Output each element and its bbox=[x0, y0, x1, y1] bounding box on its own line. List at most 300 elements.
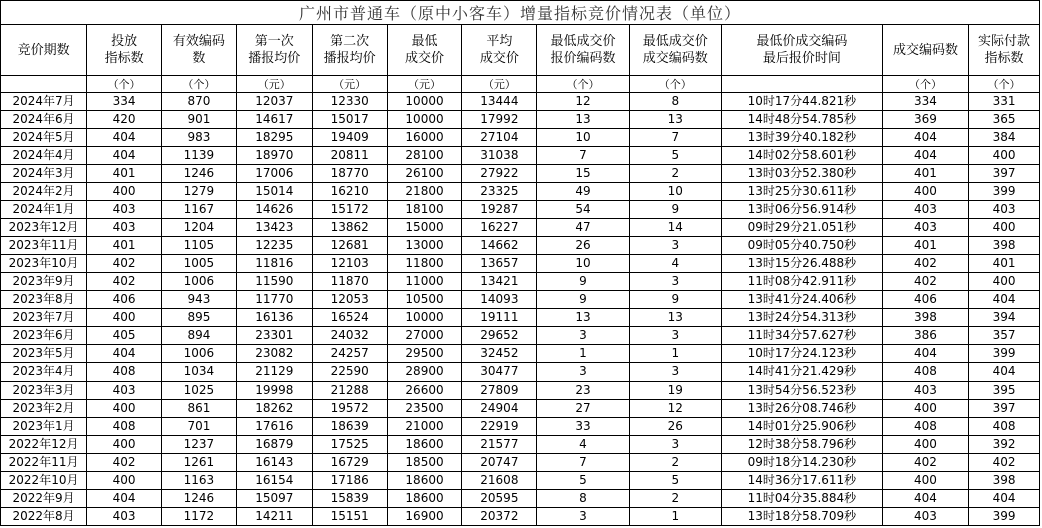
table-cell[interactable]: 09时29分21.051秒 bbox=[721, 219, 882, 237]
table-cell[interactable]: 392 bbox=[969, 435, 1040, 453]
table-cell[interactable]: 1025 bbox=[162, 381, 237, 399]
table-cell[interactable]: 27104 bbox=[462, 129, 537, 147]
table-cell[interactable]: 2023年3月 bbox=[1, 381, 87, 399]
table-cell[interactable]: 21800 bbox=[387, 183, 462, 201]
table-cell[interactable]: 13时03分52.380秒 bbox=[721, 165, 882, 183]
table-cell[interactable]: 334 bbox=[882, 93, 968, 111]
table-cell[interactable]: 1006 bbox=[162, 273, 237, 291]
table-cell[interactable]: 1005 bbox=[162, 255, 237, 273]
table-cell[interactable]: 22919 bbox=[462, 417, 537, 435]
table-cell[interactable]: 12 bbox=[629, 399, 721, 417]
table-cell[interactable]: 21577 bbox=[462, 435, 537, 453]
table-cell[interactable]: 2024年3月 bbox=[1, 165, 87, 183]
table-cell[interactable]: 14626 bbox=[236, 201, 312, 219]
table-cell[interactable]: 1237 bbox=[162, 435, 237, 453]
table-cell[interactable]: 1246 bbox=[162, 165, 237, 183]
table-cell[interactable]: 1034 bbox=[162, 363, 237, 381]
table-cell[interactable]: 27 bbox=[537, 399, 629, 417]
table-cell[interactable]: 12 bbox=[537, 93, 629, 111]
table-cell[interactable]: 12103 bbox=[312, 255, 387, 273]
table-cell[interactable]: 1167 bbox=[162, 201, 237, 219]
table-cell[interactable]: 365 bbox=[969, 111, 1040, 129]
table-cell[interactable]: 400 bbox=[87, 471, 162, 489]
table-cell[interactable]: 2022年12月 bbox=[1, 435, 87, 453]
table-cell[interactable]: 10 bbox=[629, 183, 721, 201]
table-cell[interactable]: 16154 bbox=[236, 471, 312, 489]
table-cell[interactable]: 404 bbox=[969, 363, 1040, 381]
table-cell[interactable]: 401 bbox=[969, 255, 1040, 273]
table-cell[interactable]: 26100 bbox=[387, 165, 462, 183]
table-cell[interactable]: 16879 bbox=[236, 435, 312, 453]
table-cell[interactable]: 4 bbox=[537, 435, 629, 453]
table-cell[interactable]: 2024年2月 bbox=[1, 183, 87, 201]
table-cell[interactable]: 10 bbox=[537, 255, 629, 273]
table-cell[interactable]: 23325 bbox=[462, 183, 537, 201]
table-cell[interactable]: 23082 bbox=[236, 345, 312, 363]
table-cell[interactable]: 16729 bbox=[312, 453, 387, 471]
table-cell[interactable]: 11590 bbox=[236, 273, 312, 291]
table-cell[interactable]: 1261 bbox=[162, 453, 237, 471]
table-cell[interactable]: 400 bbox=[969, 219, 1040, 237]
table-cell[interactable]: 19998 bbox=[236, 381, 312, 399]
table-cell[interactable]: 402 bbox=[882, 453, 968, 471]
table-cell[interactable]: 13时41分24.406秒 bbox=[721, 291, 882, 309]
table-cell[interactable]: 2022年8月 bbox=[1, 507, 87, 525]
table-cell[interactable]: 14时01分25.906秒 bbox=[721, 417, 882, 435]
table-cell[interactable]: 2 bbox=[629, 453, 721, 471]
table-cell[interactable]: 400 bbox=[882, 471, 968, 489]
table-cell[interactable]: 403 bbox=[882, 381, 968, 399]
table-cell[interactable]: 7 bbox=[629, 129, 721, 147]
table-cell[interactable]: 11770 bbox=[236, 291, 312, 309]
table-cell[interactable]: 5 bbox=[537, 471, 629, 489]
table-cell[interactable]: 2024年6月 bbox=[1, 111, 87, 129]
table-cell[interactable]: 403 bbox=[882, 201, 968, 219]
table-cell[interactable]: 18600 bbox=[387, 435, 462, 453]
table-cell[interactable]: 8 bbox=[629, 93, 721, 111]
table-cell[interactable]: 403 bbox=[87, 201, 162, 219]
table-cell[interactable]: 2024年5月 bbox=[1, 129, 87, 147]
table-cell[interactable]: 13时06分56.914秒 bbox=[721, 201, 882, 219]
table-cell[interactable]: 3 bbox=[629, 273, 721, 291]
table-cell[interactable]: 17992 bbox=[462, 111, 537, 129]
table-cell[interactable]: 15151 bbox=[312, 507, 387, 525]
table-cell[interactable]: 2023年6月 bbox=[1, 327, 87, 345]
table-cell[interactable]: 408 bbox=[882, 363, 968, 381]
table-cell[interactable]: 408 bbox=[882, 417, 968, 435]
table-cell[interactable]: 4 bbox=[629, 255, 721, 273]
table-cell[interactable]: 13 bbox=[629, 309, 721, 327]
table-cell[interactable]: 10000 bbox=[387, 309, 462, 327]
table-cell[interactable]: 401 bbox=[87, 165, 162, 183]
table-cell[interactable]: 2 bbox=[629, 165, 721, 183]
table-cell[interactable]: 403 bbox=[882, 507, 968, 525]
table-cell[interactable]: 9 bbox=[537, 291, 629, 309]
table-cell[interactable]: 384 bbox=[969, 129, 1040, 147]
table-cell[interactable]: 11816 bbox=[236, 255, 312, 273]
table-cell[interactable]: 405 bbox=[87, 327, 162, 345]
table-cell[interactable]: 400 bbox=[969, 273, 1040, 291]
table-cell[interactable]: 404 bbox=[882, 489, 968, 507]
table-cell[interactable]: 400 bbox=[882, 435, 968, 453]
table-cell[interactable]: 404 bbox=[882, 129, 968, 147]
table-cell[interactable]: 408 bbox=[969, 417, 1040, 435]
table-cell[interactable]: 2023年7月 bbox=[1, 309, 87, 327]
table-cell[interactable]: 13421 bbox=[462, 273, 537, 291]
table-cell[interactable]: 16000 bbox=[387, 129, 462, 147]
column-header bbox=[462, 25, 537, 76]
table-row bbox=[1, 489, 1040, 507]
table-cell[interactable]: 14211 bbox=[236, 507, 312, 525]
table-cell[interactable]: 3 bbox=[629, 363, 721, 381]
table-cell[interactable]: 9 bbox=[629, 291, 721, 309]
table-cell[interactable]: 09时18分14.230秒 bbox=[721, 453, 882, 471]
table-cell[interactable]: 3 bbox=[537, 507, 629, 525]
table-cell[interactable]: 403 bbox=[87, 381, 162, 399]
table-cell[interactable]: 27809 bbox=[462, 381, 537, 399]
table-cell[interactable]: 394 bbox=[969, 309, 1040, 327]
table-cell[interactable]: 331 bbox=[969, 93, 1040, 111]
table-cell[interactable]: 21288 bbox=[312, 381, 387, 399]
table-cell[interactable]: 27922 bbox=[462, 165, 537, 183]
table-cell[interactable]: 399 bbox=[969, 345, 1040, 363]
table-cell[interactable]: 398 bbox=[882, 309, 968, 327]
table-row bbox=[1, 327, 1040, 345]
table-cell[interactable]: 21129 bbox=[236, 363, 312, 381]
table-cell[interactable]: 2023年12月 bbox=[1, 219, 87, 237]
table-cell[interactable]: 2023年2月 bbox=[1, 399, 87, 417]
table-cell[interactable]: 13时18分58.709秒 bbox=[721, 507, 882, 525]
table-cell[interactable]: 16210 bbox=[312, 183, 387, 201]
table-cell[interactable]: 15014 bbox=[236, 183, 312, 201]
table-cell[interactable]: 402 bbox=[882, 273, 968, 291]
table-cell[interactable]: 404 bbox=[87, 489, 162, 507]
table-cell[interactable]: 357 bbox=[969, 327, 1040, 345]
table-cell[interactable]: 15172 bbox=[312, 201, 387, 219]
table-cell[interactable]: 13862 bbox=[312, 219, 387, 237]
table-cell[interactable]: 943 bbox=[162, 291, 237, 309]
table-cell[interactable]: 397 bbox=[969, 165, 1040, 183]
table-cell[interactable]: 20811 bbox=[312, 147, 387, 165]
table-cell[interactable]: 13444 bbox=[462, 93, 537, 111]
table-cell[interactable]: 13时39分40.182秒 bbox=[721, 129, 882, 147]
table-cell[interactable]: 398 bbox=[969, 237, 1040, 255]
table-cell[interactable]: 7 bbox=[537, 147, 629, 165]
table-cell[interactable]: 3 bbox=[629, 237, 721, 255]
table-cell[interactable]: 12235 bbox=[236, 237, 312, 255]
table-cell[interactable]: 20595 bbox=[462, 489, 537, 507]
table-cell[interactable]: 24032 bbox=[312, 327, 387, 345]
table-cell[interactable]: 2 bbox=[629, 489, 721, 507]
table-cell[interactable]: 23301 bbox=[236, 327, 312, 345]
table-cell[interactable]: 17186 bbox=[312, 471, 387, 489]
table-cell[interactable]: 15097 bbox=[236, 489, 312, 507]
table-cell[interactable]: 26600 bbox=[387, 381, 462, 399]
column-header-line1: 成交编码数 bbox=[892, 42, 958, 58]
table-cell[interactable]: 10 bbox=[537, 129, 629, 147]
table-cell[interactable]: 26 bbox=[629, 417, 721, 435]
table-cell[interactable]: 406 bbox=[87, 291, 162, 309]
table-cell[interactable]: 983 bbox=[162, 129, 237, 147]
table-cell[interactable]: 3 bbox=[537, 327, 629, 345]
table-cell[interactable]: 395 bbox=[969, 381, 1040, 399]
table-cell[interactable]: 13657 bbox=[462, 255, 537, 273]
table-cell[interactable]: 386 bbox=[882, 327, 968, 345]
table-cell[interactable]: 11870 bbox=[312, 273, 387, 291]
table-cell[interactable]: 10时17分24.123秒 bbox=[721, 345, 882, 363]
table-cell[interactable]: 1006 bbox=[162, 345, 237, 363]
table-cell[interactable]: 49 bbox=[537, 183, 629, 201]
table-cell[interactable]: 15 bbox=[537, 165, 629, 183]
table-cell[interactable]: 16900 bbox=[387, 507, 462, 525]
table-cell[interactable]: 11800 bbox=[387, 255, 462, 273]
table-cell[interactable]: 14时41分21.429秒 bbox=[721, 363, 882, 381]
table-cell[interactable]: 16143 bbox=[236, 453, 312, 471]
table-cell[interactable]: 10000 bbox=[387, 111, 462, 129]
table-cell[interactable]: 404 bbox=[969, 291, 1040, 309]
table-cell[interactable]: 29500 bbox=[387, 345, 462, 363]
table-cell[interactable]: 18600 bbox=[387, 471, 462, 489]
table-cell[interactable]: 420 bbox=[87, 111, 162, 129]
table-cell[interactable]: 14093 bbox=[462, 291, 537, 309]
table-cell[interactable]: 18970 bbox=[236, 147, 312, 165]
table-cell[interactable]: 22590 bbox=[312, 363, 387, 381]
table-cell[interactable]: 23 bbox=[537, 381, 629, 399]
table-cell[interactable]: 19409 bbox=[312, 129, 387, 147]
table-cell[interactable]: 13时15分26.488秒 bbox=[721, 255, 882, 273]
table-cell[interactable]: 10000 bbox=[387, 93, 462, 111]
table-cell[interactable]: 15839 bbox=[312, 489, 387, 507]
table-cell[interactable]: 12时38分58.796秒 bbox=[721, 435, 882, 453]
table-cell[interactable]: 29652 bbox=[462, 327, 537, 345]
table-cell[interactable]: 24904 bbox=[462, 399, 537, 417]
table-cell[interactable]: 404 bbox=[87, 345, 162, 363]
table-cell[interactable]: 334 bbox=[87, 93, 162, 111]
table-cell[interactable]: 16136 bbox=[236, 309, 312, 327]
table-cell[interactable]: 21000 bbox=[387, 417, 462, 435]
table-cell[interactable]: 402 bbox=[87, 453, 162, 471]
table-cell[interactable]: 14662 bbox=[462, 237, 537, 255]
table-cell[interactable]: 402 bbox=[87, 273, 162, 291]
table-cell[interactable]: 14时02分58.601秒 bbox=[721, 147, 882, 165]
table-cell[interactable]: 13 bbox=[537, 309, 629, 327]
table-cell[interactable]: 401 bbox=[882, 237, 968, 255]
table-cell[interactable]: 408 bbox=[87, 417, 162, 435]
table-cell[interactable]: 1204 bbox=[162, 219, 237, 237]
table-cell[interactable]: 19111 bbox=[462, 309, 537, 327]
table-cell[interactable]: 9 bbox=[629, 201, 721, 219]
table-cell[interactable]: 3 bbox=[629, 435, 721, 453]
table-cell[interactable]: 13时24分54.313秒 bbox=[721, 309, 882, 327]
table-cell[interactable]: 399 bbox=[969, 507, 1040, 525]
column-header-line1: 最低 bbox=[411, 34, 438, 49]
table-cell[interactable]: 401 bbox=[882, 165, 968, 183]
table-cell[interactable]: 1 bbox=[629, 345, 721, 363]
table-cell[interactable]: 28100 bbox=[387, 147, 462, 165]
table-cell[interactable]: 18262 bbox=[236, 399, 312, 417]
table-cell[interactable]: 2023年11月 bbox=[1, 237, 87, 255]
table-cell[interactable]: 400 bbox=[87, 435, 162, 453]
table-cell[interactable]: 5 bbox=[629, 147, 721, 165]
table-cell[interactable]: 2023年10月 bbox=[1, 255, 87, 273]
table-cell[interactable]: 397 bbox=[969, 399, 1040, 417]
table-cell[interactable]: 404 bbox=[882, 147, 968, 165]
table-cell[interactable]: 13时25分30.611秒 bbox=[721, 183, 882, 201]
table-cell[interactable]: 1105 bbox=[162, 237, 237, 255]
table-cell[interactable]: 5 bbox=[629, 471, 721, 489]
table-cell[interactable]: 09时05分40.750秒 bbox=[721, 237, 882, 255]
table-cell[interactable]: 403 bbox=[882, 219, 968, 237]
column-header bbox=[537, 25, 629, 76]
table-cell[interactable]: 1 bbox=[629, 507, 721, 525]
table-cell[interactable]: 401 bbox=[87, 237, 162, 255]
table-cell[interactable]: 2023年1月 bbox=[1, 417, 87, 435]
table-cell[interactable]: 402 bbox=[969, 453, 1040, 471]
table-cell[interactable]: 15017 bbox=[312, 111, 387, 129]
table-cell[interactable]: 20747 bbox=[462, 453, 537, 471]
table-cell[interactable]: 2022年9月 bbox=[1, 489, 87, 507]
table-cell[interactable]: 18500 bbox=[387, 453, 462, 471]
table-cell[interactable]: 406 bbox=[882, 291, 968, 309]
table-cell[interactable]: 18295 bbox=[236, 129, 312, 147]
table-cell[interactable]: 10500 bbox=[387, 291, 462, 309]
table-cell[interactable]: 404 bbox=[87, 129, 162, 147]
table-body bbox=[1, 93, 1040, 526]
table-cell[interactable]: 17006 bbox=[236, 165, 312, 183]
table-cell[interactable]: 19 bbox=[629, 381, 721, 399]
table-cell[interactable]: 402 bbox=[87, 255, 162, 273]
table-cell[interactable]: 1172 bbox=[162, 507, 237, 525]
table-cell[interactable]: 1163 bbox=[162, 471, 237, 489]
table-cell[interactable]: 12037 bbox=[236, 93, 312, 111]
table-cell[interactable]: 861 bbox=[162, 399, 237, 417]
table-cell[interactable]: 28900 bbox=[387, 363, 462, 381]
table-cell[interactable]: 18770 bbox=[312, 165, 387, 183]
table-cell[interactable]: 14时36分17.611秒 bbox=[721, 471, 882, 489]
table-cell[interactable]: 12681 bbox=[312, 237, 387, 255]
table-cell[interactable]: 13 bbox=[629, 111, 721, 129]
table-cell[interactable]: 11时08分42.911秒 bbox=[721, 273, 882, 291]
table-cell[interactable]: 402 bbox=[882, 255, 968, 273]
table-row bbox=[1, 417, 1040, 435]
table-cell[interactable]: 2024年1月 bbox=[1, 201, 87, 219]
table-cell[interactable]: 13 bbox=[537, 111, 629, 129]
table-cell[interactable]: 2023年8月 bbox=[1, 291, 87, 309]
table-cell[interactable]: 403 bbox=[87, 219, 162, 237]
table-cell[interactable]: 13423 bbox=[236, 219, 312, 237]
table-cell[interactable]: 3 bbox=[629, 327, 721, 345]
table-cell[interactable]: 894 bbox=[162, 327, 237, 345]
table-cell[interactable]: 2023年9月 bbox=[1, 273, 87, 291]
table-cell[interactable]: 47 bbox=[537, 219, 629, 237]
table-cell[interactable]: 16524 bbox=[312, 309, 387, 327]
table-cell[interactable]: 2024年7月 bbox=[1, 93, 87, 111]
table-cell[interactable]: 13时26分08.746秒 bbox=[721, 399, 882, 417]
table-cell[interactable]: 14617 bbox=[236, 111, 312, 129]
table-cell[interactable]: 31038 bbox=[462, 147, 537, 165]
table-cell[interactable]: 2023年5月 bbox=[1, 345, 87, 363]
column-header bbox=[721, 25, 882, 76]
table-cell[interactable]: 2024年4月 bbox=[1, 147, 87, 165]
table-cell[interactable]: 9 bbox=[537, 273, 629, 291]
table-cell[interactable]: 14 bbox=[629, 219, 721, 237]
table-cell[interactable]: 369 bbox=[882, 111, 968, 129]
table-cell[interactable]: 400 bbox=[87, 309, 162, 327]
table-cell[interactable]: 400 bbox=[882, 399, 968, 417]
table-cell[interactable]: 27000 bbox=[387, 327, 462, 345]
table-cell[interactable]: 32452 bbox=[462, 345, 537, 363]
table-cell[interactable]: 17525 bbox=[312, 435, 387, 453]
table-cell[interactable]: 18639 bbox=[312, 417, 387, 435]
column-header bbox=[969, 25, 1040, 76]
table-cell[interactable]: 403 bbox=[87, 507, 162, 525]
table-cell[interactable]: 701 bbox=[162, 417, 237, 435]
table-cell[interactable]: 17616 bbox=[236, 417, 312, 435]
table-cell[interactable]: 11时04分35.884秒 bbox=[721, 489, 882, 507]
table-cell[interactable]: 408 bbox=[87, 363, 162, 381]
table-cell[interactable]: 54 bbox=[537, 201, 629, 219]
table-cell[interactable]: 3 bbox=[537, 363, 629, 381]
table-cell[interactable]: 13000 bbox=[387, 237, 462, 255]
table-cell[interactable]: 18600 bbox=[387, 489, 462, 507]
table-cell[interactable]: 12053 bbox=[312, 291, 387, 309]
table-cell[interactable]: 400 bbox=[87, 399, 162, 417]
table-cell[interactable]: 23500 bbox=[387, 399, 462, 417]
table-cell[interactable]: 1139 bbox=[162, 147, 237, 165]
table-cell[interactable]: 400 bbox=[969, 147, 1040, 165]
table-cell[interactable]: 12330 bbox=[312, 93, 387, 111]
table-cell[interactable]: 1 bbox=[537, 345, 629, 363]
table-cell[interactable]: 2022年11月 bbox=[1, 453, 87, 471]
table-cell[interactable]: 2023年4月 bbox=[1, 363, 87, 381]
table-cell[interactable]: 8 bbox=[537, 489, 629, 507]
unit-cell bbox=[1, 76, 87, 93]
table-cell[interactable]: 404 bbox=[969, 489, 1040, 507]
table-cell[interactable]: 24257 bbox=[312, 345, 387, 363]
table-cell[interactable]: 20372 bbox=[462, 507, 537, 525]
table-cell[interactable]: 11000 bbox=[387, 273, 462, 291]
table-cell[interactable]: 10时17分44.821秒 bbox=[721, 93, 882, 111]
table-cell[interactable]: 19287 bbox=[462, 201, 537, 219]
table-cell[interactable]: 21608 bbox=[462, 471, 537, 489]
table-cell[interactable]: 403 bbox=[969, 201, 1040, 219]
table-cell[interactable]: 901 bbox=[162, 111, 237, 129]
table-cell[interactable]: 7 bbox=[537, 453, 629, 471]
table-cell[interactable]: 404 bbox=[87, 147, 162, 165]
table-cell[interactable]: 26 bbox=[537, 237, 629, 255]
table-cell[interactable]: 1279 bbox=[162, 183, 237, 201]
table-cell[interactable]: 13时54分56.523秒 bbox=[721, 381, 882, 399]
table-cell[interactable]: 16227 bbox=[462, 219, 537, 237]
table-cell[interactable]: 11时34分57.627秒 bbox=[721, 327, 882, 345]
table-cell[interactable]: 14时48分54.785秒 bbox=[721, 111, 882, 129]
table-cell[interactable]: 2022年10月 bbox=[1, 471, 87, 489]
column-header-line1: 第二次 bbox=[330, 34, 370, 49]
table-cell[interactable]: 15000 bbox=[387, 219, 462, 237]
table-cell[interactable]: 398 bbox=[969, 471, 1040, 489]
table-cell[interactable]: 400 bbox=[87, 183, 162, 201]
table-cell[interactable]: 870 bbox=[162, 93, 237, 111]
table-cell[interactable]: 400 bbox=[882, 183, 968, 201]
table-cell[interactable]: 18100 bbox=[387, 201, 462, 219]
table-cell[interactable]: 895 bbox=[162, 309, 237, 327]
table-cell[interactable]: 1246 bbox=[162, 489, 237, 507]
table-cell[interactable]: 19572 bbox=[312, 399, 387, 417]
table-cell[interactable]: 33 bbox=[537, 417, 629, 435]
table-cell[interactable]: 399 bbox=[969, 183, 1040, 201]
table-cell[interactable]: 404 bbox=[882, 345, 968, 363]
table-cell[interactable]: 30477 bbox=[462, 363, 537, 381]
